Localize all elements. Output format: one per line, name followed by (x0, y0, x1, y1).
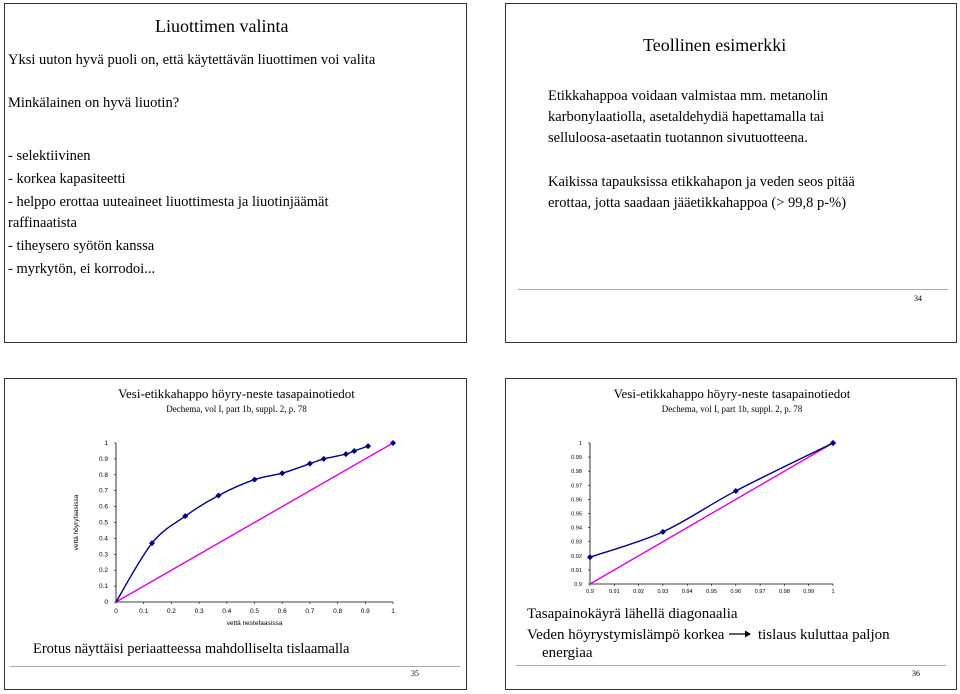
x-tick-label: 0.94 (681, 589, 693, 595)
data-point-marker (215, 492, 221, 498)
data-point-marker (343, 451, 349, 457)
chart-title: Vesi-etikkahappo höyry-neste tasapainotiedot (118, 386, 355, 401)
y-tick-label: 1 (578, 441, 582, 447)
x-tick-label: 0.8 (333, 608, 343, 615)
slide-chart-full (4, 378, 467, 690)
y-tick-label: 0.93 (571, 539, 582, 546)
data-point-marker (587, 554, 593, 560)
chart-subtitle: Dechema, vol I, part 1b, suppl. 2, p. 78 (166, 404, 307, 414)
y-tick-label: 0.7 (98, 487, 108, 495)
x-tick-label: 0.5 (249, 608, 260, 615)
slide-teollinen-esimerkki (505, 3, 957, 343)
y-tick-label: 0.1 (98, 583, 108, 591)
x-tick-label: 0.3 (194, 608, 204, 615)
data-point-marker (321, 456, 327, 462)
y-tick-label: 0.94 (571, 525, 582, 532)
para1-line3: selluloosa-asetaatin tuotannon sivutuotteena. (548, 130, 808, 146)
x-tick-label: 0.96 (730, 589, 742, 595)
data-point-marker (351, 448, 357, 454)
series-diagonal-line (590, 443, 833, 584)
slide-chart-zoom (505, 378, 957, 690)
para1-line2: karbonylaatiolla, asetaldehydiä hapettamalla tai (548, 109, 825, 125)
data-point-marker (660, 529, 666, 535)
page-number: 34 (914, 294, 922, 303)
footer-text: Erotus näyttäisi periaatteessa mahdolliselta tislaamalla (33, 641, 350, 657)
x-tick-label: 0.95 (706, 589, 717, 595)
y-tick-label: 0.91 (571, 567, 582, 574)
y-tick-label: 0.96 (571, 497, 582, 504)
slide-liuottimen-valinta (4, 3, 467, 343)
y-tick-label: 0.9 (574, 582, 582, 588)
y-tick-label: 0.4 (98, 535, 108, 543)
y-tick-label: 0.92 (571, 553, 582, 560)
x-tick-label: 0.9 (360, 608, 370, 615)
x-tick-label: 0.92 (633, 589, 645, 595)
y-tick-label: 0.99 (571, 455, 582, 462)
page-number: 36 (912, 669, 920, 678)
data-point-marker (252, 477, 258, 483)
divider (10, 666, 460, 667)
x-tick-label: 0.1 (139, 608, 149, 615)
x-tick-label: 0.91 (608, 589, 620, 595)
question-line: Minkälainen on hyvä liuotin? (8, 95, 180, 111)
data-point-marker (390, 440, 396, 446)
slide-title: Teollinen esimerkki (643, 35, 787, 55)
y-tick-label: 0.95 (571, 511, 582, 518)
y-tick-label: 1 (104, 440, 108, 447)
data-point-marker (365, 443, 371, 449)
bullet-3: - helppo erottaa uuteaineet liuottimesta ja liuotinjäämät (8, 194, 329, 210)
bullet-5: - myrkytön, ei korrodoi... (8, 261, 155, 277)
x-tick-label: 0.99 (803, 589, 815, 595)
series-equilibrium-line (590, 443, 833, 557)
footer-line1: Tasapainokäyrä lähellä diagonaalia (527, 606, 738, 622)
y-tick-label: 0.97 (571, 483, 582, 490)
y-tick-label: 0.9 (98, 455, 108, 463)
x-tick-label: 1 (391, 608, 395, 615)
x-tick-label: 0.7 (305, 608, 315, 615)
data-point-marker (733, 488, 739, 494)
divider (516, 665, 946, 666)
x-tick-label: 1 (831, 589, 835, 595)
chart-vle-full (5, 429, 468, 629)
y-axis-label: vettä höyryfaasissa (73, 494, 80, 551)
bullet-4: - tiheysero syötön kanssa (8, 238, 155, 254)
footer-line2-a: Veden höyrystymislämpö korkea (527, 627, 725, 643)
bullet-3-cont: raffinaatista (8, 215, 77, 231)
series-diagonal-line (116, 443, 393, 602)
x-axis-label: vettä nestefaasissa (226, 620, 283, 627)
x-tick-label: 0.2 (166, 608, 176, 615)
x-tick-label: 0 (114, 608, 118, 615)
y-tick-label: 0.5 (98, 519, 108, 527)
y-tick-label: 0.3 (98, 551, 108, 559)
chart-subtitle: Dechema, vol I, part 1b, suppl. 2, p. 78 (661, 404, 803, 414)
para1-line1: Etikkahappoa voidaan valmistaa mm. metanolin (548, 88, 828, 104)
data-point-marker (830, 440, 836, 446)
x-tick-label: 0.9 (586, 589, 594, 595)
para2-line2: erottaa, jotta saadaan jääetikkahappoa (> 99,8 p-%) (548, 195, 847, 211)
arrow-right-icon (728, 625, 754, 646)
data-point-marker (307, 461, 313, 467)
y-tick-label: 0.6 (98, 503, 108, 511)
para2-line1: Kaikissa tapauksissa etikkahapon ja veden seos pitää (548, 174, 855, 190)
y-tick-label: 0.98 (571, 469, 582, 476)
bullet-1: - selektiivinen (8, 148, 91, 164)
footer-line3: energiaa (542, 645, 593, 661)
series-equilibrium-line (116, 446, 368, 602)
data-point-marker (279, 470, 285, 476)
slide-title: Liuottimen valinta (155, 16, 289, 36)
y-tick-label: 0 (104, 599, 108, 606)
x-tick-label: 0.98 (778, 589, 790, 595)
footer-line2-b: tislaus kuluttaa paljon (757, 627, 890, 643)
intro-line: Yksi uuton hyvä puoli on, että käytettävän liuottimen voi valita (8, 52, 376, 68)
x-tick-label: 0.4 (222, 608, 232, 615)
x-tick-label: 0.6 (277, 608, 287, 615)
divider (518, 289, 948, 290)
chart-title: Vesi-etikkahappo höyry-neste tasapainotiedot (613, 386, 851, 401)
x-tick-label: 0.97 (754, 589, 766, 595)
y-tick-label: 0.2 (98, 567, 108, 575)
page-number-35: 35 (411, 669, 419, 678)
x-tick-label: 0.93 (657, 589, 669, 595)
bullet-2: - korkea kapasiteetti (8, 171, 126, 187)
y-tick-label: 0.8 (98, 471, 108, 479)
chart-vle-zoom (506, 429, 958, 604)
